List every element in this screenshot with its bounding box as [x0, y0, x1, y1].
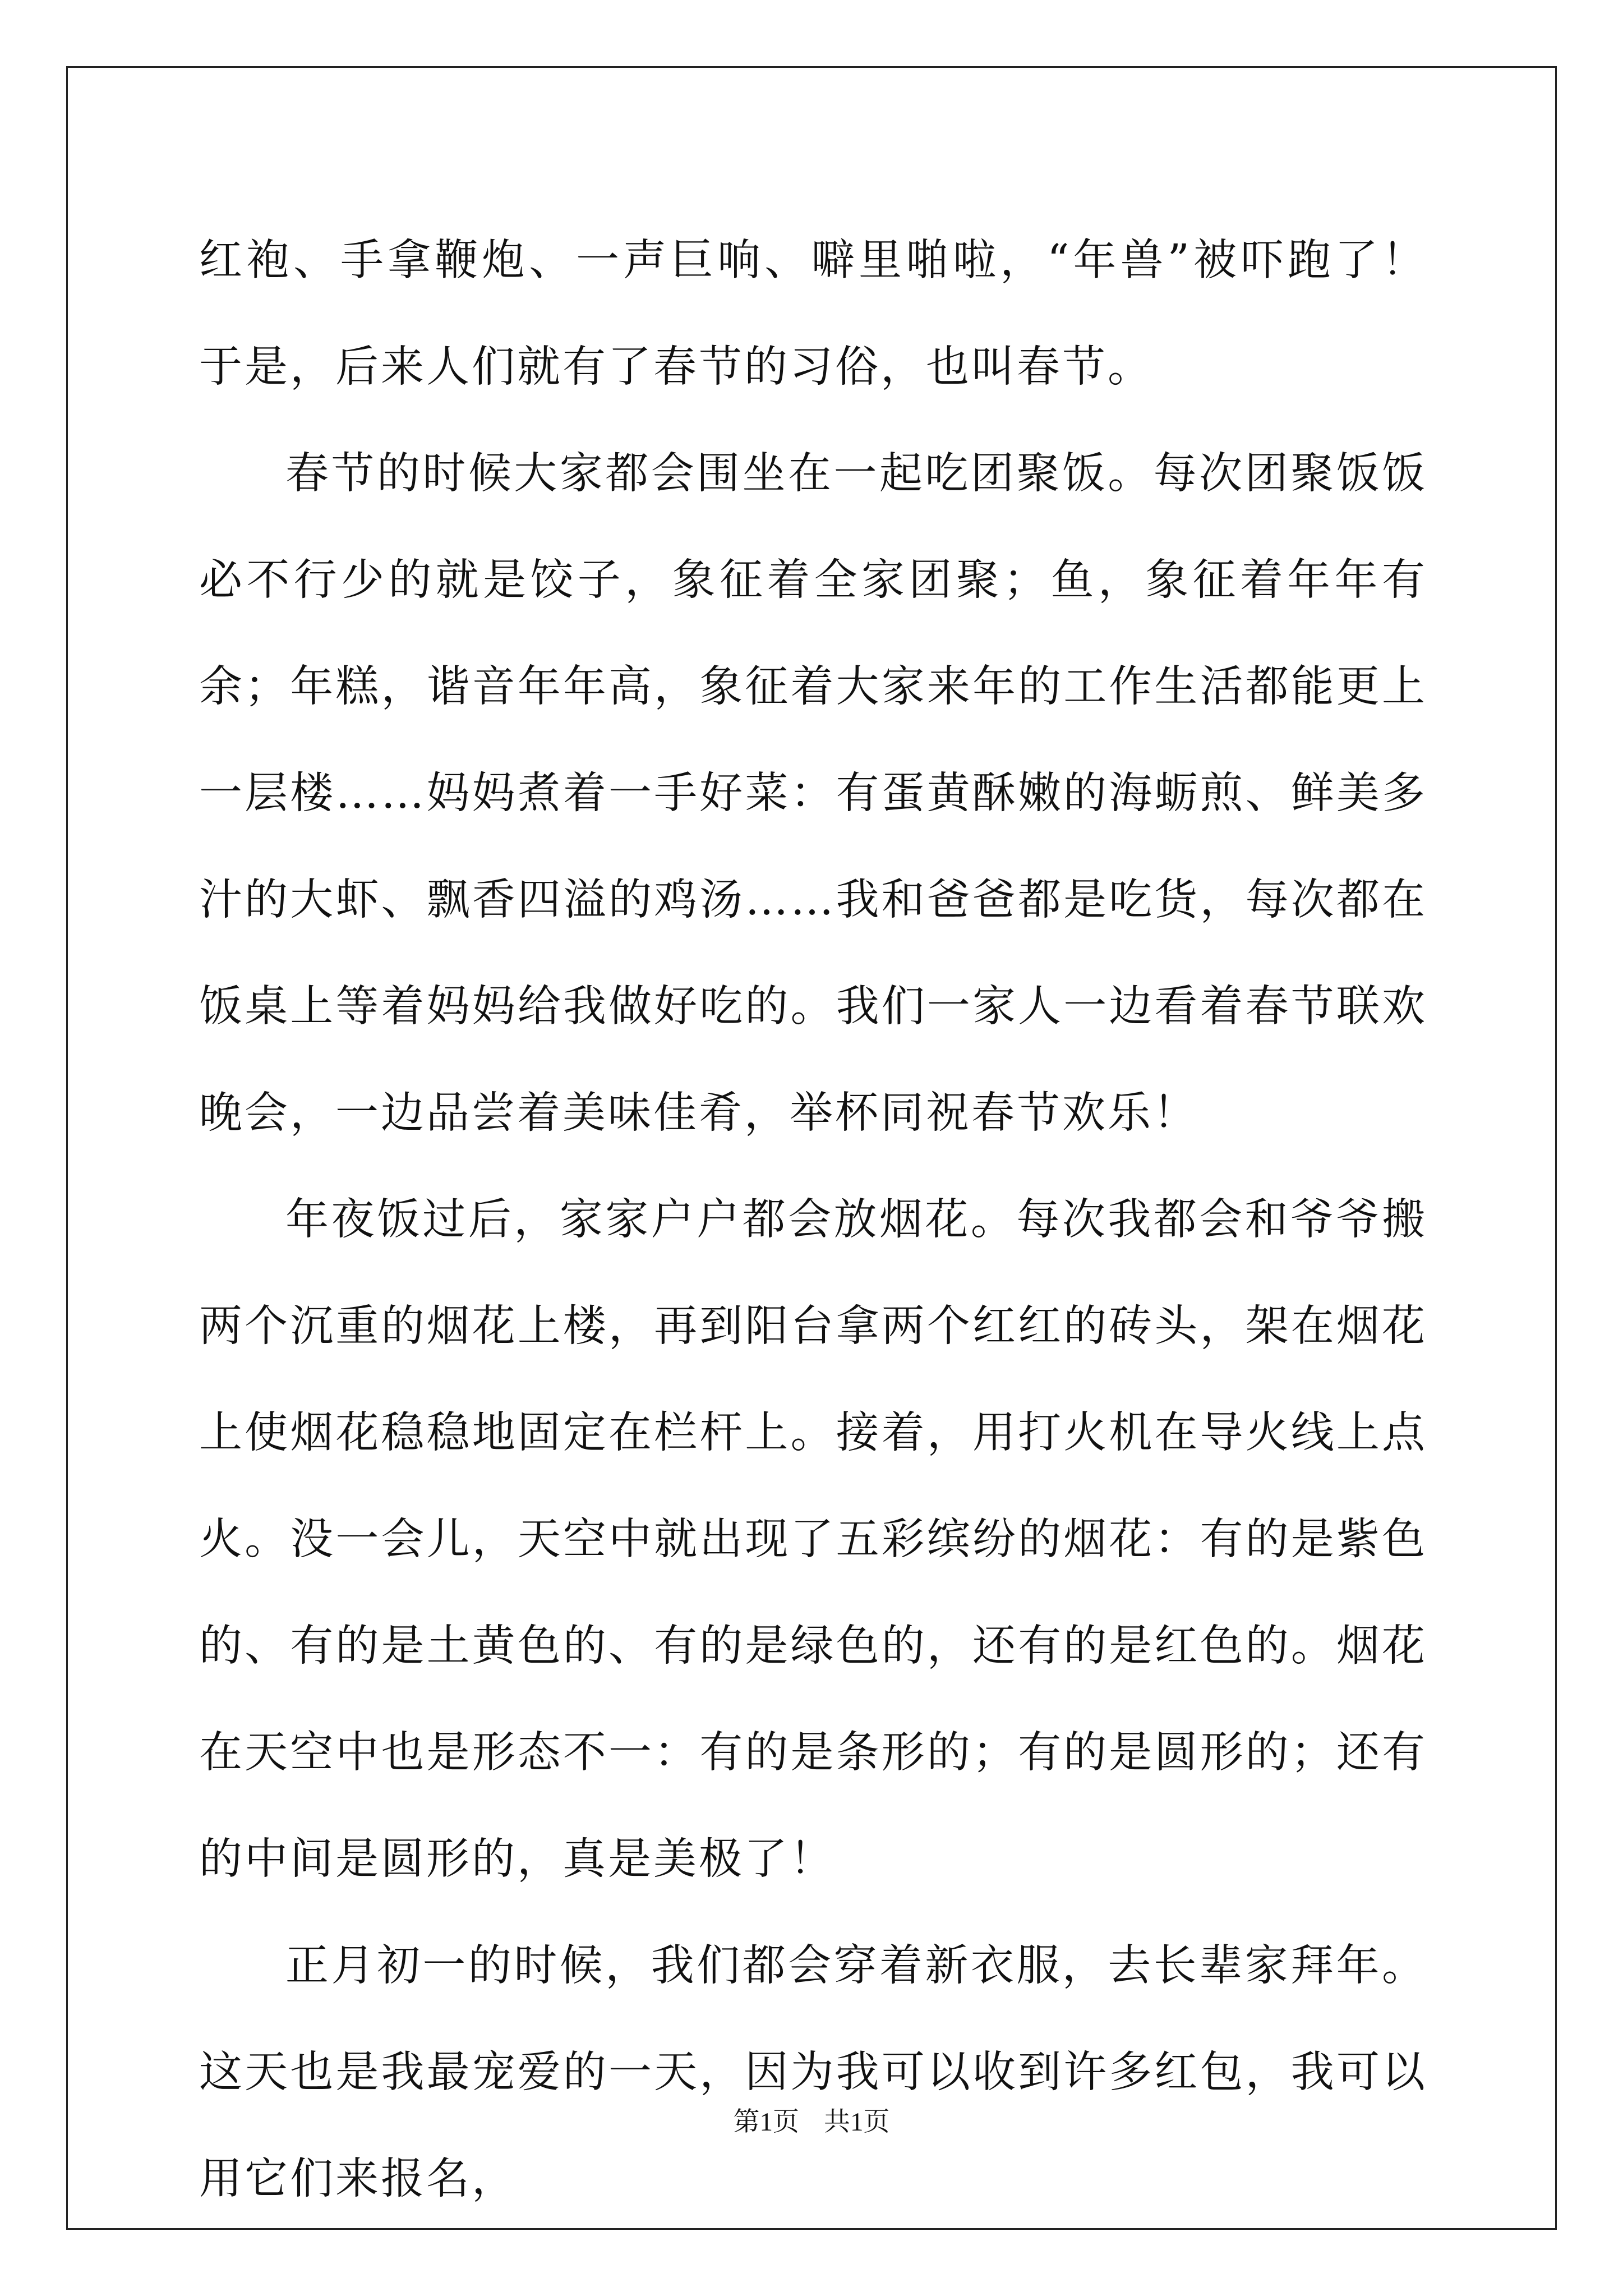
paragraph-2: 春节的时候大家都会围坐在一起吃团聚饭。每次团聚饭饭必不行少的就是饺子，象征着全家团聚；鱼，象征着年年有余；年糕，谐音年年高，象征着大家来年的工作生活都能更上一层楼……妈妈煮着一手好菜：有蛋黄酥嫩的海蛎煎、鲜美多汁的大虾、飘香四溢的鸡汤……我和爸爸都是吃货，每次都在饭桌上等着妈妈给我做好吃的。我们一家人一边看着春节联欢晚会，一边品尝着美味佳肴，举杯同祝春节欢乐！	[199, 449, 1427, 1138]
page-number: 第1页	[733, 2108, 799, 2137]
total-pages: 共1页	[824, 2108, 890, 2137]
paragraph-1: 红袍、手拿鞭炮、一声巨响、噼里啪啦，“年兽”被吓跑了！于是，后来人们就有了春节的习俗，也叫春节。	[199, 236, 1427, 392]
paragraph-4: 正月初一的时候，我们都会穿着新衣服，去长辈家拜年。这天也是我最宠爱的一天，因为我可以收到许多红包，我可以用它们来报名，	[199, 1941, 1427, 2204]
page-footer	[0, 2101, 1623, 2138]
paragraph-3: 年夜饭过后，家家户户都会放烟花。每次我都会和爷爷搬两个沉重的烟花上楼，再到阳台拿两个红红的砖头，架在烟花上使烟花稳稳地固定在栏杆上。接着，用打火机在导火线上点火。没一会儿，天空中就出现了五彩缤纷的烟花：有的是紫色的、有的是土黄色的、有的是绿色的，还有的是红色的。烟花在天空中也是形态不一：有的是条形的；有的是圆形的；还有的中间是圆形的，真是美极了！	[199, 1195, 1427, 1884]
document-body	[199, 208, 1427, 2233]
